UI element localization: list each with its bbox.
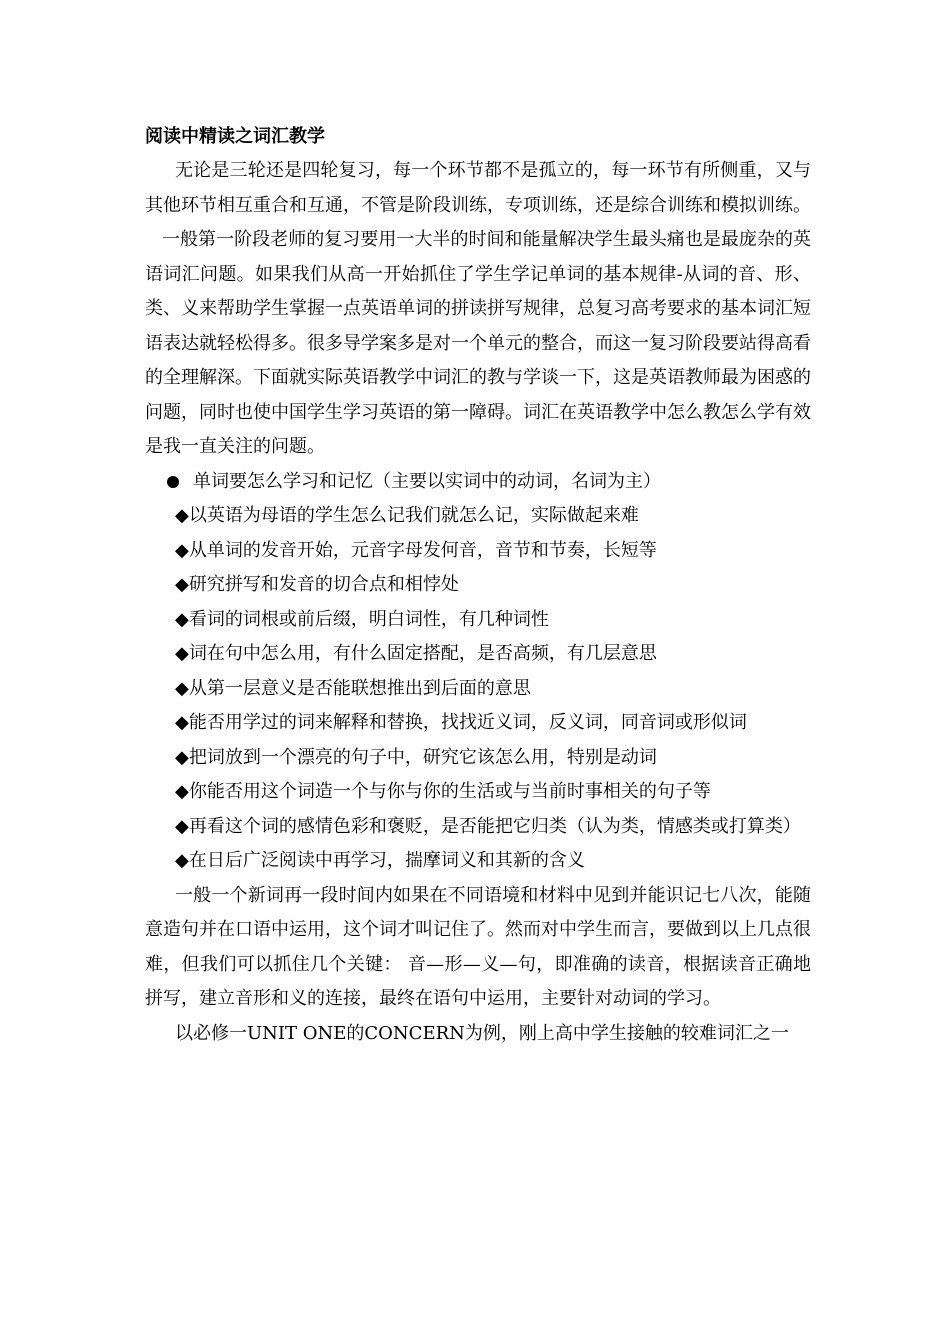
- paragraph-intro: 无论是三轮还是四轮复习，每一个环节都不是孤立的，每一环节有所侧重，又与其他环节相互重合和互通，不管是阶段训练，专项训练，还是综合训练和模拟训练。: [145, 160, 811, 216]
- paragraph-vocabulary-problem: 一般第一阶段老师的复习要用一大半的时间和能量解决学生最头痛也是最庞杂的英语词汇问题。如果我们从高一开始抓住了学生学记单词的基本规律-从词的音、形、类、义来帮助学生掌握一点英语单词的拼读拼写规律，总复习高考要求的基本词汇短语表达就轻松得多。很多导学案多是对一个单元的整合，而这一复习阶段要站得高看的全理解深。下面就实际英语教学中词汇的教与学谈一下，这是英语教师最为困惑的问题，同时也使中国学生学习英语的第一障碍。词汇在英语教学中怎么教怎么学有效是我一直关注的问题。: [145, 229, 811, 457]
- document-body: [145, 120, 811, 1051]
- diamond-list-item-text: 词在句中怎么用，有什么固定搭配，是否高频，有几层意思: [188, 643, 657, 664]
- diamond-list-item: [145, 637, 811, 672]
- diamond-list-item-text: 研究拼写和发音的切合点和相悖处: [188, 574, 459, 595]
- diamond-bullet-icon: ◆: [175, 643, 189, 664]
- diamond-bullet-icon: ◆: [175, 850, 189, 871]
- diamond-list-item-text: 看词的词根或前后缀，明白词性，有几种词性: [188, 608, 549, 630]
- diamond-bullet-icon: ◆: [175, 746, 189, 768]
- diamond-list-item-text: 你能否用这个词造一个与你与你的生活或与当前时事相关的句子等: [188, 781, 711, 802]
- diamond-list-item-text: 从第一层意义是否能联想推出到后面的意思: [188, 677, 531, 699]
- diamond-bullet-icon: ◆: [175, 608, 189, 630]
- diamond-list-item: [145, 706, 811, 741]
- diamond-bullet-icon: ◆: [175, 815, 189, 837]
- diamond-list-item-text: 把词放到一个漂亮的句子中，研究它该怎么用，特别是动词: [188, 746, 657, 768]
- diamond-bullet-icon: ◆: [175, 505, 189, 526]
- diamond-bullet-icon: ◆: [175, 539, 189, 561]
- paragraph-memorization: 一般一个新词再一段时间内如果在不同语境和材料中见到并能识记七八次，能随意造句并在口语中运用，这个词才叫记住了。然而对中学生而言，要做到以上几点很难，但我们可以抓住几个关键： 音—形—义—句，即准确的读音，根据读音正确地拼写，建立音形和义的连接，最终在语句中运用，主要针对动词的学习。: [145, 884, 811, 1009]
- diamond-list-item: [145, 534, 811, 569]
- diamond-list-item: [145, 741, 811, 776]
- diamond-list-item: [145, 810, 811, 845]
- diamond-bullet-icon: ◆: [175, 574, 189, 595]
- diamond-list-item-text: 以英语为母语的学生怎么记我们就怎么记，实际做起来难: [188, 505, 639, 526]
- diamond-list-item: [145, 568, 811, 603]
- document-title: 阅读中精读之词汇教学: [145, 126, 325, 147]
- bullet-item-label: 单词要怎么学习和记忆（主要以实词中的动词，名词为主）: [193, 470, 661, 492]
- diamond-bullet-icon: ◆: [175, 781, 189, 802]
- diamond-list-item: [145, 672, 811, 707]
- diamond-list-item: [145, 775, 811, 810]
- diamond-list-item: [145, 844, 811, 879]
- diamond-list-item: [145, 499, 811, 534]
- bullet-dot-icon: [167, 476, 179, 488]
- diamond-list-item-text: 从单词的发音开始，元音字母发何音，音节和节奏，长短等: [188, 539, 657, 561]
- diamond-bullet-icon: ◆: [175, 677, 189, 699]
- diamond-list-item-text: 在日后广泛阅读中再学习，揣摩词义和其新的含义: [188, 850, 585, 871]
- diamond-list-item-text: 再看这个词的感情色彩和褒贬，是否能把它归类（认为类，情感类或打算类）: [188, 815, 801, 837]
- bullet-item: [145, 465, 811, 500]
- paragraph-example: 以必修一UNIT ONE的CONCERN为例，刚上高中学生接触的较难词汇之一: [175, 1022, 789, 1044]
- diamond-list-item-text: 能否用学过的词来解释和替换，找找近义词，反义词，同音词或形似词: [188, 712, 747, 733]
- diamond-bullet-icon: ◆: [175, 712, 189, 733]
- diamond-list-item: [145, 603, 811, 638]
